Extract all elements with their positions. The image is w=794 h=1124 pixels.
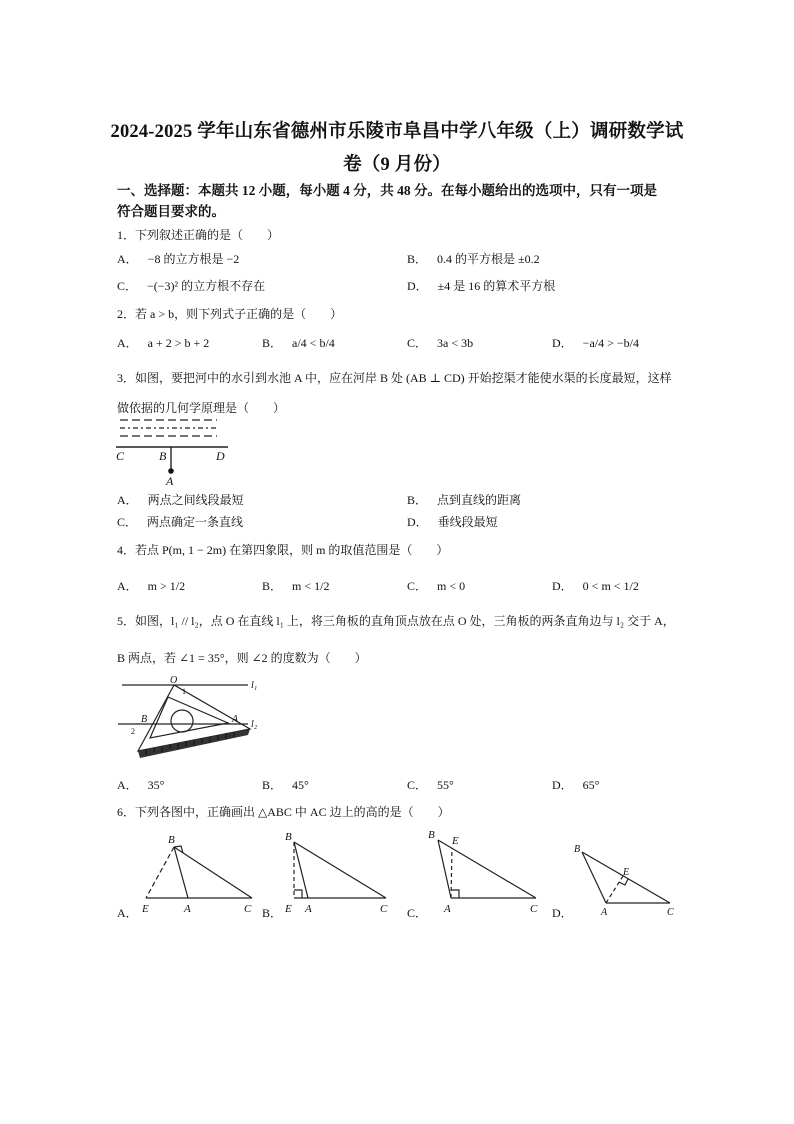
q6-stem: 6．下列各图中，正确画出 △ABC 中 AC 边上的高的是（ ） [117, 805, 450, 819]
label-a: A [232, 714, 239, 725]
q2-option-b [262, 334, 335, 351]
label-c: C [116, 449, 125, 463]
q3-option-d [407, 513, 498, 530]
option-text: −8 的立方根是 −2 [147, 252, 240, 266]
option-text: −a/4 > −b/4 [582, 336, 639, 350]
label-c: C [380, 903, 388, 915]
section-heading-line2: 符合题目要求的。 [117, 204, 225, 219]
q6-option-d-letter: D． [552, 906, 573, 920]
q1-stem: 1．下列叙述正确的是（ ） [117, 228, 280, 242]
option-letter: A． [117, 493, 138, 507]
q1-option-b [407, 250, 540, 267]
option-letter: A． [117, 252, 138, 266]
q3-stem-line2: 做依据的几何学原理是（ ） [117, 401, 286, 415]
option-letter: A． [117, 778, 138, 792]
q3-river-figure [112, 415, 242, 487]
label-b: B [285, 831, 292, 843]
q4-option-a [117, 577, 185, 594]
q6-option-b-letter: B． [262, 906, 283, 920]
q3-option-b [407, 491, 521, 508]
q6-option-a-letter: A． [117, 906, 138, 920]
label-a: A [184, 903, 191, 915]
option-text: a + 2 > b + 2 [147, 336, 210, 350]
option-letter: D． [552, 336, 573, 350]
label-e: E [623, 867, 630, 878]
label-e: E [452, 835, 459, 847]
q2-option-d [552, 334, 639, 351]
label-a: A [305, 903, 312, 915]
q4-option-b [262, 577, 329, 594]
q1-option-a [117, 250, 239, 267]
q3-option-a [117, 491, 244, 508]
q4-option-c [407, 577, 465, 594]
option-text: 65° [582, 778, 600, 792]
option-letter: D． [407, 279, 428, 293]
label-b: B [141, 714, 148, 725]
option-text: 垂线段最短 [437, 515, 498, 529]
label-a: A [444, 903, 451, 915]
option-letter: D． [552, 579, 573, 593]
q1-option-c [117, 277, 265, 294]
exam-title-line1: 2024-2025 学年山东省德州市乐陵市阜昌中学八年级（上）调研数学试 [110, 122, 684, 142]
option-letter: B． [407, 252, 428, 266]
option-letter: D． [552, 778, 573, 792]
label-a: A [166, 474, 174, 487]
q3-option-c [117, 513, 243, 530]
label-c: C [530, 903, 538, 915]
label-o: O [170, 675, 178, 686]
q2-option-a [117, 334, 209, 351]
q2-stem: 2．若 a > b，则下列式子正确的是（ ） [117, 307, 343, 321]
option-text: 两点之间线段最短 [147, 493, 244, 507]
option-letter: B． [262, 778, 283, 792]
option-letter: A． [117, 579, 138, 593]
option-text: ±4 是 16 的算术平方根 [437, 279, 556, 293]
option-text: 35° [147, 778, 165, 792]
q6-option-d-figure [570, 838, 682, 916]
label-a: A [601, 907, 608, 916]
label-b: B [168, 834, 175, 846]
label-e: E [142, 903, 149, 915]
q6-option-b-figure [280, 828, 394, 916]
q5-option-a [117, 776, 164, 793]
option-letter: C． [117, 515, 138, 529]
section-heading-line1: 一、选择题：本题共 12 小题，每小题 4 分，共 48 分。在每小题给出的选项中，只有一项是 [117, 183, 657, 198]
option-text: 0 < m < 1/2 [582, 579, 639, 593]
exam-title-line2: 卷（9 月份） [343, 155, 451, 175]
option-text: m > 1/2 [147, 579, 186, 593]
option-text: 55° [437, 778, 454, 792]
option-text: 点到直线的距离 [437, 493, 522, 507]
option-letter: B． [262, 336, 283, 350]
option-text: m < 0 [437, 579, 466, 593]
label-d: D [216, 449, 225, 463]
option-letter: B． [407, 493, 428, 507]
q5-option-c [407, 776, 454, 793]
option-text: m < 1/2 [292, 579, 330, 593]
q5-stem-line2: B 两点，若 ∠1 = 35°，则 ∠2 的度数为（ ） [117, 651, 367, 665]
option-letter: C． [407, 778, 428, 792]
label-angle-1: 1 [182, 687, 186, 696]
option-text: 3a < 3b [437, 336, 474, 350]
label-c: C [667, 907, 674, 916]
option-text: 45° [292, 778, 309, 792]
option-letter: C． [407, 336, 428, 350]
q6-option-c-letter: C． [407, 906, 428, 920]
q6-option-a-figure [134, 832, 260, 916]
label-l1: l₁ [251, 680, 258, 691]
option-text: a/4 < b/4 [292, 336, 335, 350]
q5-triangle-ruler-figure [112, 672, 272, 768]
label-e: E [285, 903, 292, 915]
label-b: B [428, 829, 435, 841]
option-letter: C． [117, 279, 138, 293]
option-letter: A． [117, 336, 138, 350]
q6-option-c-figure [424, 826, 546, 916]
q4-stem: 4．若点 P(m, 1 − 2m) 在第四象限，则 m 的取值范围是（ ） [117, 543, 449, 557]
q5-option-d [552, 776, 599, 793]
q1-option-d [407, 277, 555, 294]
option-letter: D． [407, 515, 428, 529]
option-text: −(−3)² 的立方根不存在 [147, 279, 266, 293]
option-letter: C． [407, 579, 428, 593]
label-angle-2: 2 [131, 727, 135, 736]
label-b: B [574, 844, 581, 855]
option-text: 0.4 的平方根是 ±0.2 [437, 252, 540, 266]
q5-option-b [262, 776, 309, 793]
label-b: B [159, 449, 167, 463]
option-letter: B． [262, 579, 283, 593]
option-text: 两点确定一条直线 [147, 515, 244, 529]
q3-stem-line1: 3．如图，要把河中的水引到水池 A 中，应在河岸 B 处 (AB ⊥ CD) 开始挖渠才能使水渠的长度最短，这样 [117, 371, 672, 385]
label-l2: l₂ [251, 719, 258, 730]
q2-option-c [407, 334, 473, 351]
q4-option-d [552, 577, 639, 594]
q5-stem-line1: 5．如图，l₁ // l₂，点 O 在直线 l₁ 上，将三角板的直角顶点放在点 O 处，三角板的两条直角边与 l₂ 交于 A， [117, 614, 675, 628]
section-heading [117, 180, 687, 222]
label-c: C [244, 903, 252, 915]
